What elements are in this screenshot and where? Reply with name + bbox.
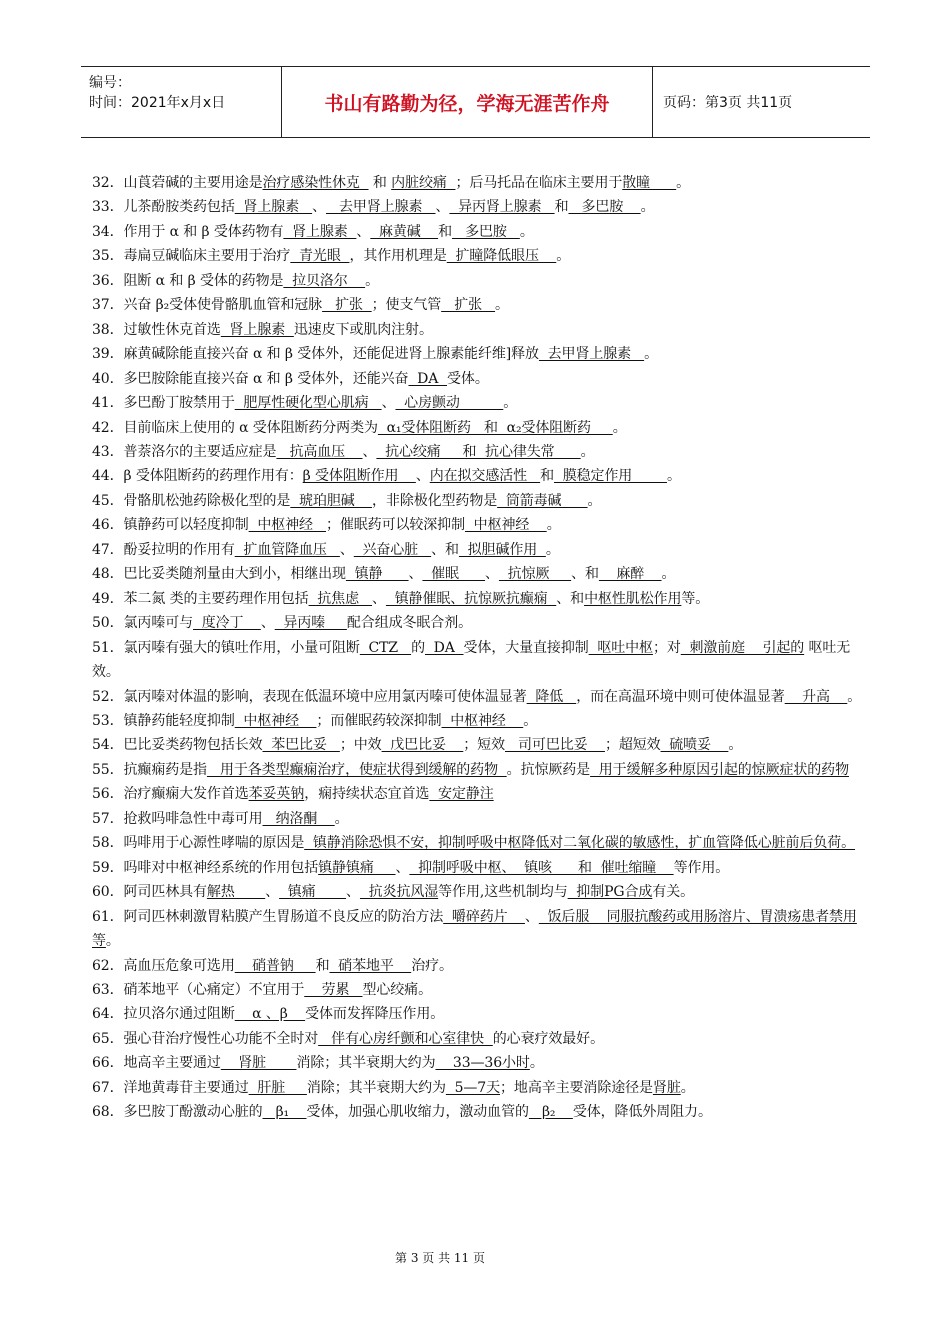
question-line	[92, 342, 862, 366]
header-meta	[81, 67, 282, 137]
answer-blank: 解热	[206, 884, 266, 901]
question-line	[92, 464, 862, 488]
question-line	[92, 709, 862, 733]
answer-blank: 多巴胺	[568, 199, 641, 216]
answer-blank: 中枢神经	[464, 517, 547, 534]
question-text: 受体而发挥降压作用。	[305, 1006, 445, 1023]
answer-blank: 抗心绞痛 和 抗心律失常	[376, 443, 581, 460]
question-line	[92, 293, 862, 317]
answer-blank: 麻黄碱	[370, 223, 439, 240]
question-text: 44．β 受体阻断药的药理作用有：	[92, 468, 303, 485]
question-text: 、	[524, 908, 539, 925]
question-line	[92, 538, 862, 562]
question-line	[92, 1027, 862, 1051]
answer-blank: 降低	[526, 688, 577, 705]
document-body	[92, 171, 862, 1125]
question-text: 迅速皮下或肌肉注射。	[293, 321, 433, 338]
answer-blank: 刺激前庭 引起的	[680, 639, 805, 656]
answer-blank: 司可巴比妥	[504, 737, 605, 754]
question-text: 等。	[681, 590, 710, 607]
question-line	[92, 391, 862, 415]
question-text: 61．阿司匹林刺激胃粘膜产生胃肠道不良反应的防治方法	[92, 908, 444, 925]
page-header	[81, 66, 870, 138]
question-text: 。	[503, 395, 518, 412]
question-text: ；催眠药可以较深抑制	[325, 517, 465, 534]
answer-blank: 镇痛	[279, 884, 347, 901]
question-text: 、和	[556, 590, 585, 607]
question-text: 、	[408, 566, 423, 583]
question-text: 55．抗癫痫药是指	[92, 761, 207, 778]
answer-blank: 麻醉	[598, 566, 662, 583]
doc-number-label: 编号：	[89, 75, 131, 91]
question-text: 、	[312, 199, 326, 216]
question-line	[92, 587, 862, 611]
question-text: 的	[411, 639, 425, 656]
answer-blank: 拉贝洛尔	[283, 272, 366, 289]
answer-blank: 肾上腺素	[220, 321, 294, 338]
answer-blank: 中枢神经	[441, 712, 524, 729]
question-text: 。	[644, 346, 658, 363]
question-line	[92, 880, 862, 904]
question-text: 呕吐无效。	[92, 639, 851, 681]
answer-blank: 拟胆碱作用	[458, 541, 546, 558]
question-text: 48．巴比妥类随剂量由大到小，相继出现	[92, 566, 346, 583]
answer-blank: 去甲肾上腺素	[538, 346, 645, 363]
question-text: 40．多巴胺除能直接兴奋 α 和 β 受体外，还能兴奋	[92, 370, 409, 387]
answer-blank: 筒箭毒碱	[497, 492, 588, 509]
question-text: 、	[339, 541, 354, 558]
answer-blank: 镇静消除恐惧不安，抑制呼吸中枢降低对二氧化碳的敏感性，扩血管降低心脏前后负荷。	[304, 835, 856, 852]
answer-blank: 抑制呼吸中枢、 镇咳 和 催吐缩瞳	[409, 859, 674, 876]
question-text: 56．治疗癫痫大发作首选	[92, 786, 249, 803]
question-line	[92, 367, 862, 391]
question-line	[92, 905, 862, 954]
question-text: 、	[485, 566, 499, 583]
question-line	[92, 831, 862, 855]
question-text: 60．阿司匹林具有	[92, 884, 207, 901]
question-text: 和	[554, 199, 569, 216]
question-text: 65．强心苷治疗慢性心功能不全时对	[92, 1030, 319, 1047]
answer-blank: 散瞳	[622, 175, 677, 191]
answer-blank: 镇静镇痛	[318, 859, 396, 876]
answer-blank: 琥珀胆碱	[290, 492, 373, 509]
question-line	[92, 978, 862, 1002]
question-text: 、	[356, 223, 371, 240]
question-text: 、	[381, 395, 396, 412]
question-line	[92, 416, 862, 440]
answer-blank: α 、β	[234, 1006, 306, 1023]
question-text: 。	[847, 688, 862, 705]
question-line	[92, 269, 862, 293]
question-text: 33．儿茶酚胺类药包括	[92, 199, 235, 216]
header-motto: 书山有路勤为径，学海无涯苦作舟	[282, 67, 653, 137]
answer-blank: 呕吐中枢	[588, 639, 653, 656]
answer-blank: β 受体阻断作用	[302, 468, 416, 485]
question-text: ；地高辛主要消除途径是	[500, 1079, 653, 1096]
question-text: 。	[545, 541, 560, 558]
question-text: 受体，大量直接抑制	[463, 639, 589, 656]
question-text: 型心绞痛。	[362, 981, 432, 998]
answer-blank: 肾脏	[652, 1079, 681, 1096]
question-text: 62．高血压危象可选用	[92, 957, 235, 974]
answer-blank: 中枢性肌松作用	[584, 590, 682, 607]
question-line	[92, 220, 862, 244]
answer-blank: 肝脏	[248, 1079, 307, 1096]
question-text: 32．山莨菪碱的主要用途是	[92, 175, 263, 191]
question-line	[92, 807, 862, 831]
page-footer: 第 3 页 共 11 页	[395, 1251, 485, 1265]
question-line	[92, 856, 862, 880]
question-text: 。	[580, 443, 595, 460]
question-line	[92, 171, 862, 195]
question-text: 54．巴比妥类药物包括长效	[92, 737, 263, 754]
question-line	[92, 1100, 862, 1124]
answer-blank: DA	[424, 639, 464, 656]
answer-blank: 内脏绞痛	[391, 175, 456, 191]
answer-blank: 扩张	[441, 297, 496, 314]
question-text: 受体，降低外周阻力。	[572, 1104, 712, 1121]
question-text: ；超短效	[604, 737, 661, 754]
question-text: 、	[346, 884, 360, 901]
question-text: 64．拉贝洛尔通过阻断	[92, 1006, 235, 1023]
question-line	[92, 1002, 862, 1026]
answer-blank: 镇静	[345, 566, 409, 583]
answer-blank: 硫喷妥	[660, 737, 729, 754]
question-text: 和	[368, 175, 392, 191]
question-line	[92, 758, 862, 782]
question-text: ；而催眠药较深抑制	[316, 712, 442, 729]
question-text: 52．氯丙嗪对体温的影响，表现在低温环境中应用氯丙嗪可使体温显著	[92, 688, 527, 705]
question-line	[92, 636, 862, 685]
question-line	[92, 440, 862, 464]
answer-blank: 饭后服 同服抗酸药或用肠溶片、胃溃疡患者禁用等	[92, 908, 857, 950]
question-text: 35．毒扁豆碱临床主要用于治疗	[92, 248, 291, 265]
answer-blank: 苯巴比妥	[262, 737, 340, 754]
answer-blank: 扩瞳降低眼压	[446, 248, 557, 265]
question-line	[92, 513, 862, 537]
question-text: 。	[495, 297, 509, 314]
question-text: 、	[265, 884, 280, 901]
question-text: ，非除极化型药物是	[372, 492, 498, 509]
answer-blank: 扩张	[322, 297, 372, 314]
question-text: ；使支气管	[371, 297, 442, 314]
question-text: 49．苯二氮 类的主要药理作用包括	[92, 590, 309, 607]
answer-blank: 中枢神经	[234, 712, 317, 729]
question-text: 68．多巴胺丁酚激动心脏的	[92, 1104, 263, 1121]
question-text: 41．多巴酚丁胺禁用于	[92, 395, 235, 412]
question-text: 、	[435, 199, 450, 216]
answer-blank: 用于各类型癫痫治疗，使症状得到缓解的药物	[206, 761, 507, 778]
answer-blank: 抗炎抗风湿	[359, 884, 439, 901]
question-text: 。	[667, 468, 681, 485]
answer-blank: 度冷丁	[193, 615, 261, 632]
question-text: 。	[661, 566, 676, 583]
answer-blank: β₂	[528, 1104, 573, 1121]
question-text: 的心衰疗效最好。	[492, 1030, 604, 1047]
question-line	[92, 954, 862, 978]
question-text: 。	[612, 419, 627, 436]
question-text: 、	[362, 443, 377, 460]
question-text: 。	[728, 737, 743, 754]
answer-blank: 去甲肾上腺素	[325, 199, 436, 216]
question-line	[92, 195, 862, 219]
question-text: ，而在高温环境中则可使体温显著	[576, 688, 785, 705]
question-text: 消除；其半衰期大约为	[306, 1079, 446, 1096]
header-page-label: 页码：第3页 共11页	[663, 95, 793, 111]
question-line	[92, 318, 862, 342]
question-text: ；短效	[463, 737, 505, 754]
answer-blank: 33—36小时	[435, 1055, 530, 1072]
question-text: 46．镇静药可以轻度抑制	[92, 517, 249, 534]
question-text: 57．抢救吗啡急性中毒可用	[92, 810, 263, 827]
answer-blank: 肾上腺素	[234, 199, 313, 216]
answer-blank: 伴有心房纤颤和心室律快	[318, 1030, 493, 1047]
answer-blank: 兴奋心脏	[353, 541, 432, 558]
question-line	[92, 244, 862, 268]
question-text: 。	[556, 248, 571, 265]
answer-blank: 肾上腺素	[283, 223, 357, 240]
question-line	[92, 562, 862, 586]
question-text: 37．兴奋 β₂受体使骨骼肌血管和冠脉	[92, 297, 323, 314]
question-text: 39．麻黄碱除能直接兴奋 α 和 β 受体外，还能促进肾上腺素能纤维]释放	[92, 346, 539, 363]
question-text: 42．目前临床上使用的 α 受体阻断药分两类为	[92, 419, 378, 436]
doc-date-label: 时间：2021年x月x日	[89, 95, 226, 111]
question-text: 受体，加强心肌收缩力，激动血管的	[306, 1104, 529, 1121]
answer-blank: 肾脏	[220, 1055, 297, 1072]
question-text: 66．地高辛主要通过	[92, 1055, 221, 1072]
question-text: 38．过敏性休克首选	[92, 321, 221, 338]
question-text: 。	[640, 199, 655, 216]
answer-blank: 抗惊厥	[498, 566, 572, 583]
question-text: 有关。	[652, 884, 695, 901]
answer-blank: 治疗感染性休克	[262, 175, 369, 191]
question-line	[92, 611, 862, 635]
answer-blank: 劳累	[304, 981, 363, 998]
question-text: ；对	[652, 639, 681, 656]
answer-blank: 用于缓解多种原因引起的惊厥症状的药物	[590, 761, 849, 778]
answer-blank: 安定静注	[429, 786, 494, 803]
answer-blank: β₁	[262, 1104, 307, 1121]
question-text: 59．吗啡对中枢神经系统的作用包括	[92, 859, 319, 876]
question-text: 。	[105, 933, 120, 950]
answer-blank: 多巴胺	[452, 223, 520, 240]
answer-blank: 嚼碎药片	[443, 908, 525, 925]
question-line	[92, 782, 862, 806]
answer-blank: 内在拟交感活性	[429, 468, 541, 485]
answer-blank: 戊巴比妥	[381, 737, 464, 754]
answer-blank: 膜稳定作用	[554, 468, 668, 485]
question-text: 。	[680, 1079, 695, 1096]
question-text: 50．氯丙嗪可与	[92, 615, 194, 632]
answer-blank: 心房颤动	[395, 395, 504, 412]
question-text: 。	[587, 492, 602, 509]
question-text: 63．硝苯地平（心痛定）不宜用于	[92, 981, 305, 998]
question-text: 、	[260, 615, 275, 632]
question-text: 。	[529, 1055, 544, 1072]
question-text: 。	[676, 175, 691, 191]
question-line	[92, 1076, 862, 1100]
question-text: 、和	[571, 566, 599, 583]
answer-blank: 镇静催眠、抗惊厥抗癫痫	[385, 590, 557, 607]
answer-blank: 苯妥英钠	[248, 786, 305, 803]
question-text: 53．镇静药能轻度抑制	[92, 712, 235, 729]
question-text: 和	[540, 468, 554, 485]
answer-blank: 中枢神经	[248, 517, 326, 534]
question-text: 配合组成冬眠合剂。	[346, 615, 472, 632]
question-text: 等作用,这些机制均与	[438, 884, 568, 901]
question-text: 47．酚妥拉明的作用有	[92, 541, 235, 558]
question-text: 治疗。	[411, 957, 453, 974]
answer-blank: 抗高血压	[276, 443, 363, 460]
question-text: 。	[546, 517, 561, 534]
answer-blank: 催眠	[422, 566, 486, 583]
answer-blank: 升高	[784, 688, 848, 705]
question-text: 。	[334, 810, 349, 827]
answer-blank: 异丙肾上腺素	[449, 199, 555, 216]
question-text: 。	[523, 712, 538, 729]
question-text: 43．普萘洛尔的主要适应症是	[92, 443, 277, 460]
question-text: ；中效	[339, 737, 382, 754]
question-text: 消除；其半衰期大约为	[296, 1055, 436, 1072]
answer-blank: 青光眼	[290, 248, 350, 265]
question-text: 、	[372, 590, 386, 607]
question-text: 、	[415, 468, 430, 485]
question-text: 。	[519, 223, 534, 240]
question-text: 、和	[431, 541, 459, 558]
question-text: 58．吗啡用于心源性哮喘的原因是	[92, 835, 305, 852]
answer-blank: 扩血管降血压	[234, 541, 340, 558]
answer-blank: DA	[408, 370, 448, 387]
answer-blank: 硝苯地平	[329, 957, 412, 974]
answer-blank: 硝普钠	[234, 957, 316, 974]
question-line	[92, 489, 862, 513]
question-text: ，痫持续状态宜首选	[304, 786, 430, 803]
answer-blank: 肥厚性硬化型心肌病	[234, 395, 382, 412]
question-text: 和	[315, 957, 330, 974]
question-line	[92, 733, 862, 757]
question-text: 受体。	[447, 370, 489, 387]
answer-blank: 抑制PG合成	[567, 884, 653, 901]
answer-blank: 5—7天	[445, 1079, 501, 1096]
answer-blank: CTZ	[359, 639, 412, 656]
question-text: 。	[365, 272, 379, 289]
question-line	[92, 685, 862, 709]
answer-blank: α₁受体阻断药 和 α₂受体阻断药	[377, 419, 613, 436]
question-line	[92, 1051, 862, 1075]
question-text: 67．洋地黄毒苷主要通过	[92, 1079, 249, 1096]
question-text: 等作用。	[673, 859, 730, 876]
answer-blank: 异丙嗪	[274, 615, 347, 632]
question-text: ；后马托品在临床主要用于	[455, 175, 623, 191]
question-text: 36．阻断 α 和 β 受体的药物是	[92, 272, 284, 289]
answer-blank: 纳洛酮	[262, 810, 335, 827]
question-text: 。抗惊厥药是	[506, 761, 591, 778]
question-text: 45．骨骼肌松弛药除极化型的是	[92, 492, 291, 509]
question-text: 和	[438, 223, 453, 240]
question-text: 、	[395, 859, 410, 876]
question-text: ，其作用机理是	[349, 248, 447, 265]
question-text: 51．氯丙嗪有强大的镇吐作用，小量可阻断	[92, 639, 360, 656]
answer-blank: 抗焦虑	[308, 590, 373, 607]
question-text: 34．作用于 α 和 β 受体药物有	[92, 223, 284, 240]
